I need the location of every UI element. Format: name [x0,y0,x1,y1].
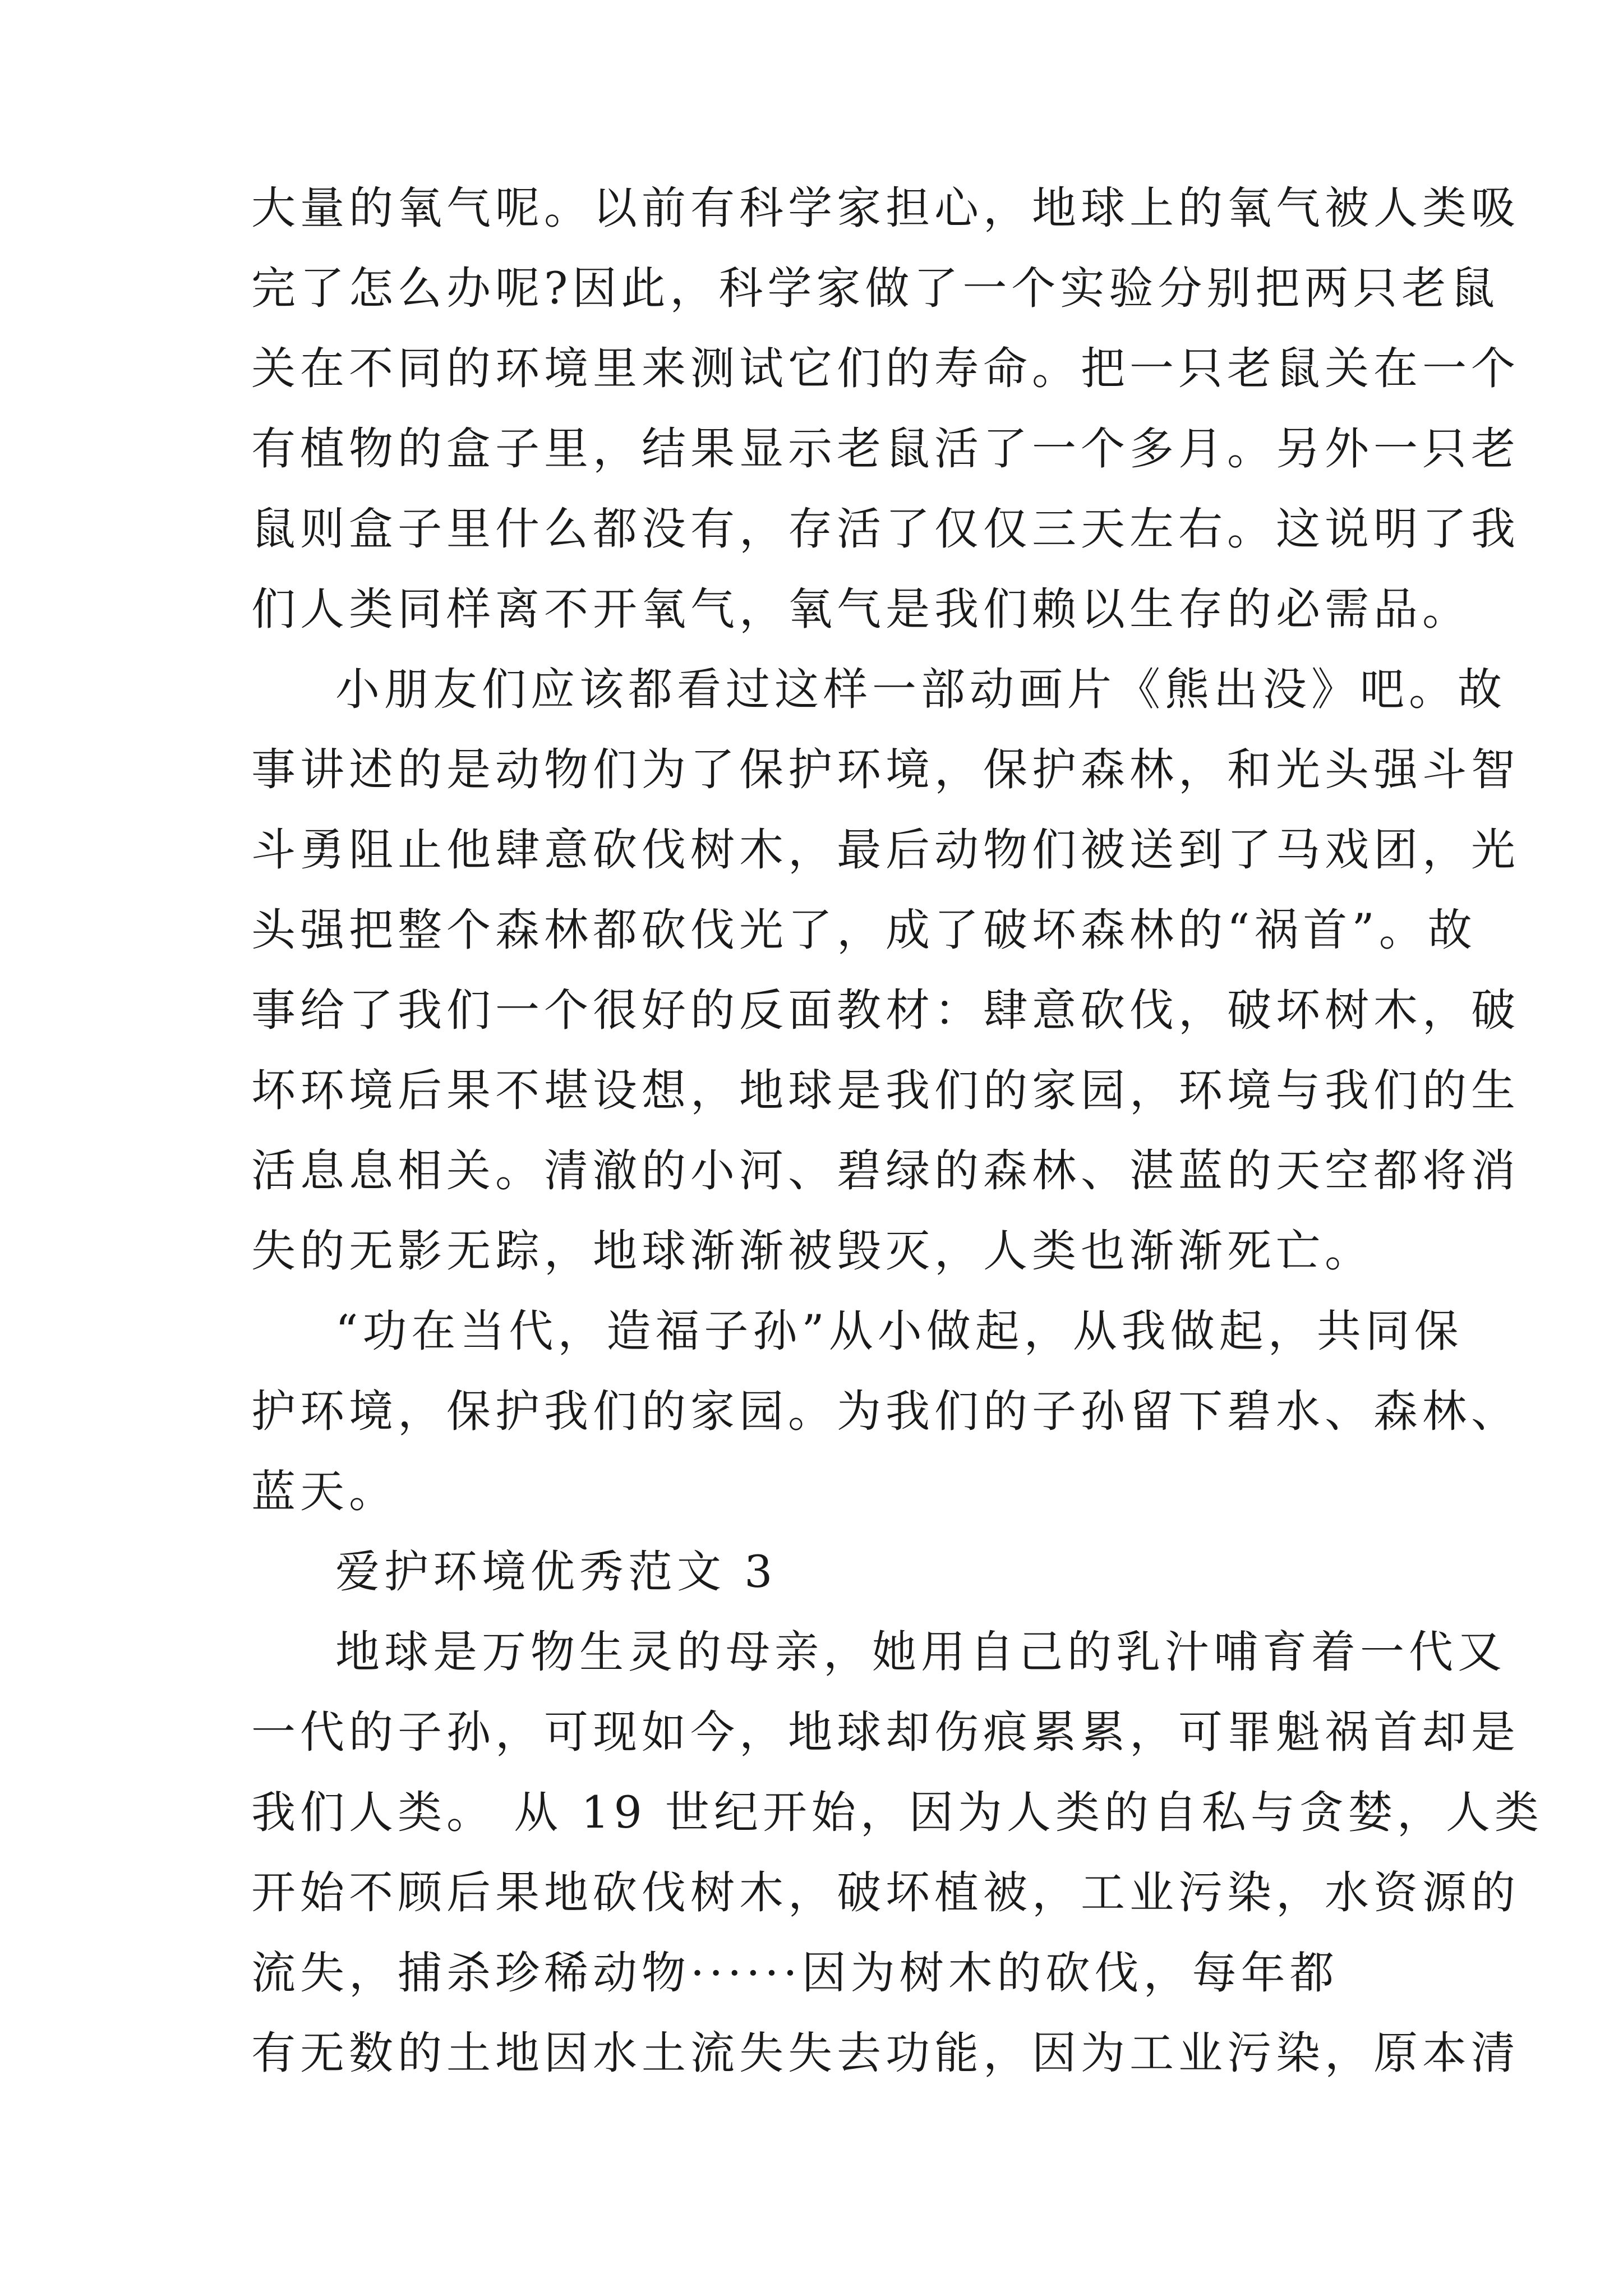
text-line: “功在当代，造福子孙”从小做起，从我做起，共同保 [335,1305,1463,1357]
text-line: 事给了我们一个很好的反面教材：肆意砍伐，破坏树木，破 [251,984,1520,1036]
text-line: 有植物的盒子里，结果显示老鼠活了一个多月。另外一只老 [251,423,1520,475]
document-body [251,168,1543,2093]
text-line: 大量的氧气呢。以前有科学家担心，地球上的氧气被人类吸 [251,182,1520,234]
text-line: 斗勇阻止他肆意砍伐树木，最后动物们被送到了马戏团，光 [251,824,1520,876]
text-line: 地球是万物生灵的母亲，她用自己的乳汁哺育着一代又 [335,1626,1506,1678]
text-line: 流失，捕杀珍稀动物······因为树木的砍伐，每年都 [251,1947,1339,1999]
text-line: 活息息相关。清澈的小河、碧绿的森林、湛蓝的天空都将消 [251,1145,1520,1197]
text-line: 爱护环境优秀范文 3 [335,1546,777,1598]
text-line: 小朋友们应该都看过这样一部动画片《熊出没》吧。故 [335,664,1506,715]
text-line: 开始不顾后果地砍伐树木，破坏植被，工业污染，水资源的 [251,1867,1520,1918]
text-line: 失的无影无踪，地球渐渐被毁灭，人类也渐渐死亡。 [251,1225,1373,1277]
text-line: 护环境，保护我们的家园。为我们的子孙留下碧水、森林、 [251,1386,1520,1437]
text-line: 一代的子孙，可现如今，地球却伤痕累累，可罪魁祸首却是 [251,1706,1520,1758]
text-line: 完了怎么办呢?因此，科学家做了一个实验分别把两只老鼠 [251,263,1500,314]
text-line: 事讲述的是动物们为了保护环境，保护森林，和光头强斗智 [251,744,1520,795]
text-line: 关在不同的环境里来测试它们的寿命。把一只老鼠关在一个 [251,343,1520,394]
text-line: 蓝天。 [251,1466,398,1517]
text-line: 有无数的土地因水土流失失去功能，因为工业污染，原本清 [251,2027,1520,2079]
text-line: 鼠则盒子里什么都没有，存活了仅仅三天左右。这说明了我 [251,503,1520,555]
text-line: 们人类同样离不开氧气，氧气是我们赖以生存的必需品。 [251,583,1471,635]
text-line: 坏环境后果不堪设想，地球是我们的家园，环境与我们的生 [251,1065,1520,1116]
text-line: 我们人类。 从 19 世纪开始，因为人类的自私与贪婪，人类 [251,1787,1543,1838]
text-line: 头强把整个森林都砍伐光了，成了破坏森林的“祸首”。故 [251,904,1477,956]
